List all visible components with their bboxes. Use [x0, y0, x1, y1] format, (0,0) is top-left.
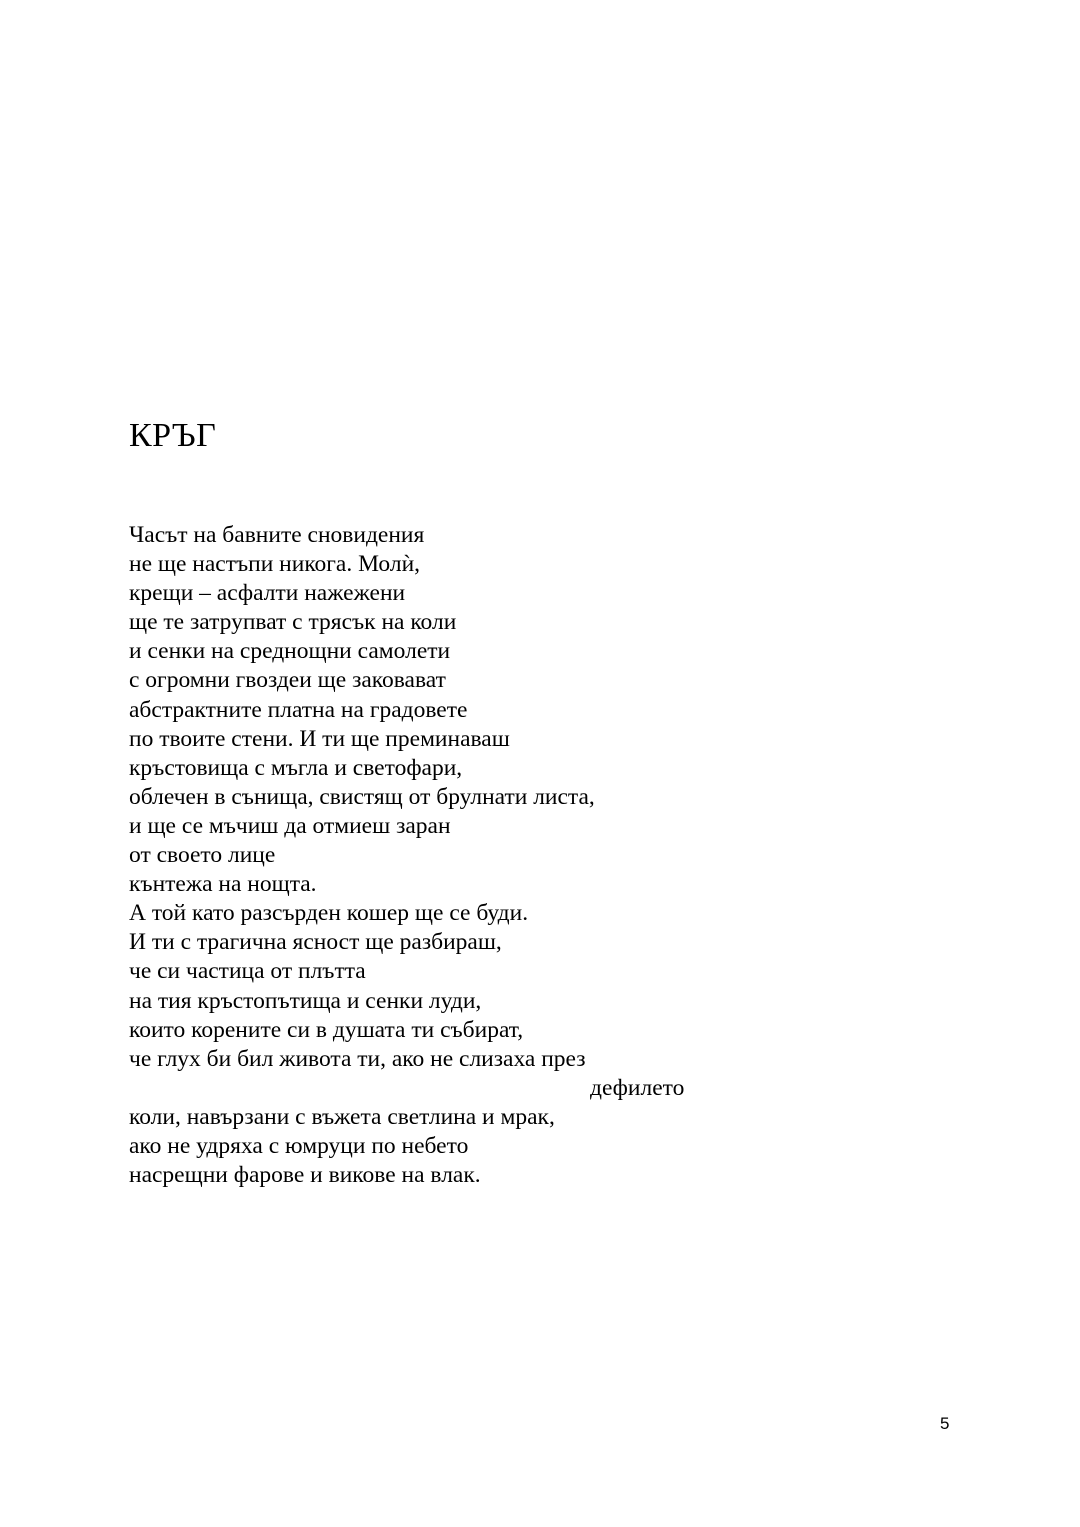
page-number: 5 [940, 1414, 950, 1433]
poem-line: от своето лице [129, 842, 276, 869]
poem-line: Часът на бавните сновидения [129, 522, 425, 548]
poem-line: че си частица от плътта [129, 958, 366, 985]
poem-line: на тия кръстопътища и сенки луди, [129, 987, 482, 1014]
poem-line: не ще настъпи никога. Молѝ, [129, 551, 421, 578]
poem-line: и ще се мъчиш да отмиеш заран [129, 812, 451, 839]
poem-line: коли, навързани с въжета светлина и мрак, [129, 1103, 555, 1130]
poem-body [129, 521, 769, 1190]
poem-title: КРЪГ [129, 417, 217, 454]
poem-line: кънтежа на нощта. [129, 871, 317, 898]
poem-line: И ти с трагична ясност ще разбираш, [129, 929, 502, 956]
poem-line: облечен в сънища, свистящ от брулнати листа, [129, 783, 595, 810]
poem-line: кръстовища с мъгла и светофари, [129, 754, 463, 781]
poem-line: по твоите стени. И ти ще преминаваш [129, 725, 510, 752]
poem-line: че глух би бил живота ти, ако не слизаха през [129, 1045, 586, 1072]
poem-line: абстрактните платна на градовете [129, 696, 468, 723]
poem-line: които корените си в душата ти събират, [129, 1016, 524, 1043]
poem-line: с огромни гвоздеи ще заковават [129, 667, 446, 694]
poem-line: и сенки на среднощни самолети [129, 638, 451, 665]
poem-line-continuation: дефилето [590, 1074, 685, 1101]
poem-line: ще те затрупват с трясък на коли [129, 609, 457, 636]
poem-line: А той като разсърден кошер ще се буди. [129, 900, 529, 927]
poem-line: ако не удряха с юмруци по небето [129, 1132, 469, 1159]
poem-line: крещи – асфалти нажежени [129, 580, 406, 607]
poem-line: насрещни фарове и викове на влак. [129, 1162, 481, 1189]
